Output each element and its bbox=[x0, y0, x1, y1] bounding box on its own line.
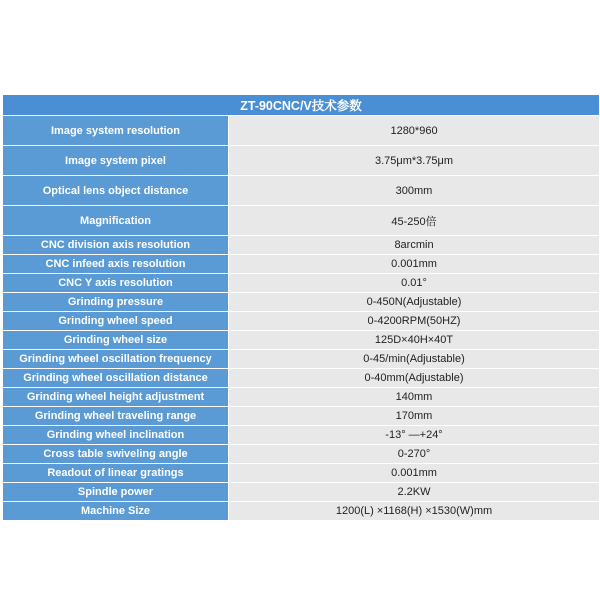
row-label: Grinding wheel speed bbox=[3, 312, 229, 331]
row-value: 0-4200RPM(50HZ) bbox=[229, 312, 600, 331]
row-value: 0-450N(Adjustable) bbox=[229, 293, 600, 312]
row-label: Grinding wheel oscillation distance bbox=[3, 369, 229, 388]
row-value: 0.001mm bbox=[229, 464, 600, 483]
row-value: 125D×40H×40T bbox=[229, 331, 600, 350]
row-label: CNC Y axis resolution bbox=[3, 274, 229, 293]
row-label: Image system pixel bbox=[3, 146, 229, 176]
row-value: 3.75μm*3.75μm bbox=[229, 146, 600, 176]
table-row bbox=[3, 502, 600, 521]
table-row bbox=[3, 388, 600, 407]
row-value: 2.2KW bbox=[229, 483, 600, 502]
table-row bbox=[3, 445, 600, 464]
row-label: Readout of linear gratings bbox=[3, 464, 229, 483]
table-row bbox=[3, 350, 600, 369]
table-row bbox=[3, 426, 600, 445]
table-title-row bbox=[3, 95, 600, 116]
table-row bbox=[3, 312, 600, 331]
row-value: 170mm bbox=[229, 407, 600, 426]
row-value: 140mm bbox=[229, 388, 600, 407]
table-row bbox=[3, 206, 600, 236]
row-label: Machine Size bbox=[3, 502, 229, 521]
row-value: 1280*960 bbox=[229, 116, 600, 146]
row-value: -13° —+24° bbox=[229, 426, 600, 445]
table-row bbox=[3, 369, 600, 388]
table-row bbox=[3, 236, 600, 255]
row-label: Grinding wheel oscillation frequency bbox=[3, 350, 229, 369]
table-title: ZT-90CNC/V技术参数 bbox=[3, 95, 600, 116]
row-value: 1200(L) ×1168(H) ×1530(W)mm bbox=[229, 502, 600, 521]
row-label: Grinding wheel height adjustment bbox=[3, 388, 229, 407]
table-row bbox=[3, 176, 600, 206]
row-value: 0.01° bbox=[229, 274, 600, 293]
row-value: 0-270° bbox=[229, 445, 600, 464]
table-row bbox=[3, 293, 600, 312]
row-label: Grinding wheel traveling range bbox=[3, 407, 229, 426]
row-value: 0-40mm(Adjustable) bbox=[229, 369, 600, 388]
row-label: Grinding wheel inclination bbox=[3, 426, 229, 445]
row-label: Image system resolution bbox=[3, 116, 229, 146]
table-row bbox=[3, 331, 600, 350]
table-row bbox=[3, 146, 600, 176]
table-row bbox=[3, 255, 600, 274]
row-label: Cross table swiveling angle bbox=[3, 445, 229, 464]
spec-table bbox=[2, 94, 600, 521]
row-value: 45-250倍 bbox=[229, 206, 600, 236]
row-label: Grinding pressure bbox=[3, 293, 229, 312]
table-row bbox=[3, 407, 600, 426]
row-value: 0.001mm bbox=[229, 255, 600, 274]
table-row bbox=[3, 274, 600, 293]
row-label: Magnification bbox=[3, 206, 229, 236]
row-label: Spindle power bbox=[3, 483, 229, 502]
row-label: CNC infeed axis resolution bbox=[3, 255, 229, 274]
row-value: 8arcmin bbox=[229, 236, 600, 255]
row-value: 0-45/min(Adjustable) bbox=[229, 350, 600, 369]
row-value: 300mm bbox=[229, 176, 600, 206]
table-row bbox=[3, 483, 600, 502]
row-label: CNC division axis resolution bbox=[3, 236, 229, 255]
table-row bbox=[3, 464, 600, 483]
row-label: Optical lens object distance bbox=[3, 176, 229, 206]
row-label: Grinding wheel size bbox=[3, 331, 229, 350]
table-row bbox=[3, 116, 600, 146]
